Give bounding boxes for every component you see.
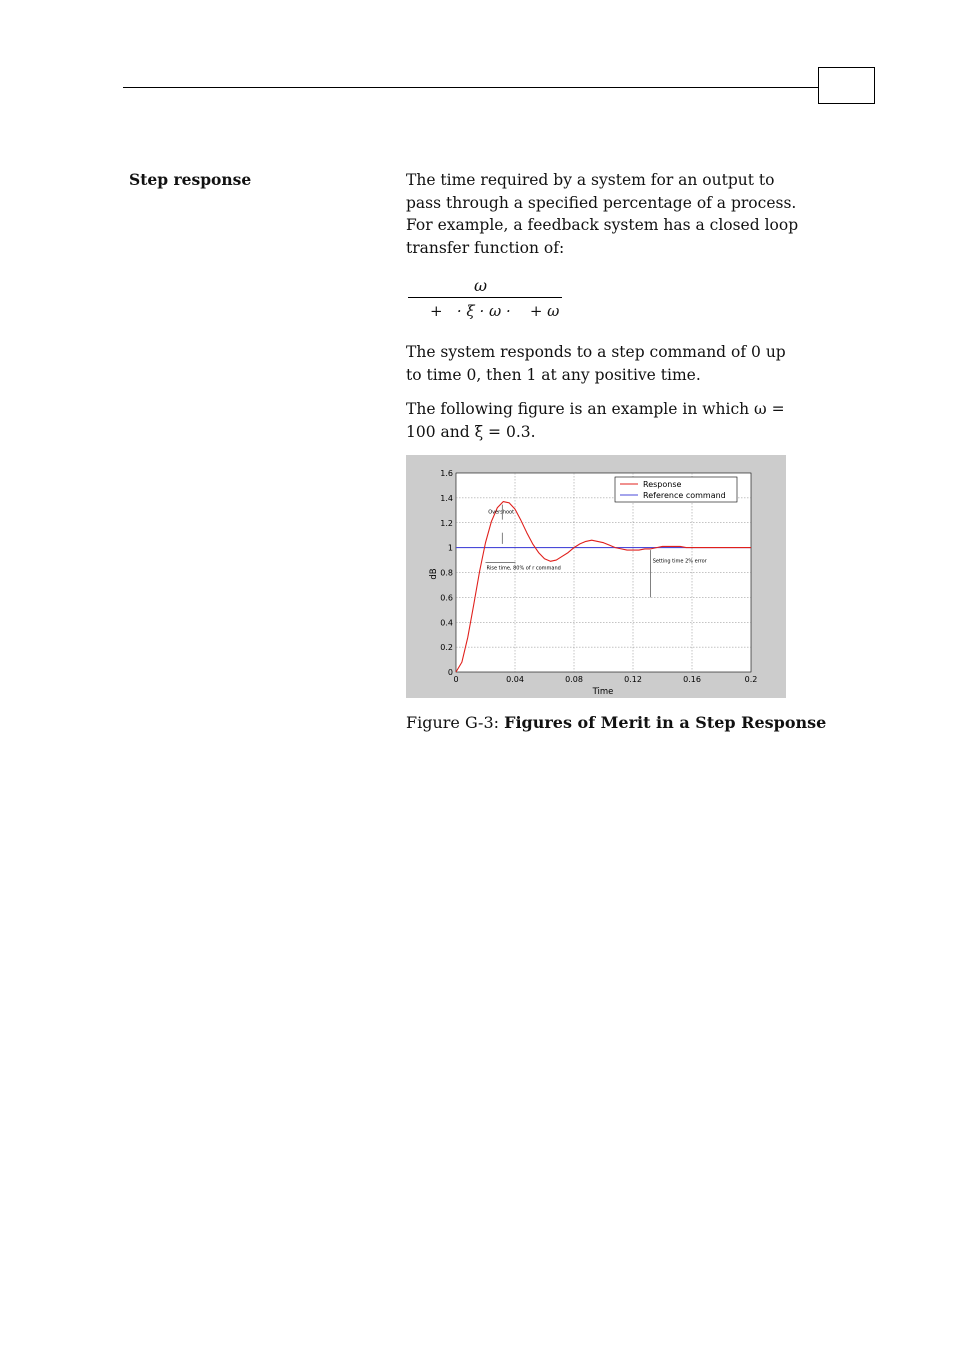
transfer-function-formula — [408, 274, 562, 326]
y-tick-label: 1.4 — [440, 493, 453, 503]
x-axis-label: Time — [592, 687, 614, 697]
glossary-term: Step response — [129, 170, 252, 189]
y-tick-label: 0.2 — [440, 643, 453, 653]
example-paragraph: The following figure is an example in which ω = 100 and ξ = 0.3. — [406, 400, 785, 441]
rise-time-label: Rise time, 80% of r command — [486, 565, 561, 572]
formula-numerator: ω — [474, 276, 488, 295]
y-tick-label: 1.6 — [440, 469, 453, 478]
legend-label-response: Response — [643, 480, 682, 489]
x-tick-label: 0.08 — [565, 675, 583, 684]
y-axis-label: dB — [429, 568, 439, 580]
formula-denominator: + · ξ · ω · + ω — [430, 302, 560, 320]
header-rule — [123, 87, 819, 88]
overshoot-label: Overshoot — [488, 509, 515, 516]
definition-paragraph: The time required by a system for an output to pass through a specified percentage of a process. For example, a feedback system has a closed loop transfer function of: — [406, 171, 799, 257]
caption-title: Figures of Merit in a Step Response — [504, 713, 827, 732]
x-tick-label: 0 — [453, 675, 459, 684]
fraction-bar — [408, 297, 562, 298]
page-number-box — [818, 67, 875, 104]
y-tick-label: 0.8 — [440, 568, 453, 578]
figure-caption — [406, 713, 826, 732]
x-tick-label: 0.2 — [744, 675, 758, 684]
legend-label-reference: Reference command — [643, 491, 726, 500]
caption-prefix: Figure G-3: — [406, 713, 505, 732]
x-tick-label: 0.04 — [506, 675, 524, 684]
y-tick-label: 0.4 — [440, 618, 453, 628]
x-tick-label: 0.16 — [683, 675, 701, 684]
y-tick-label: 1.2 — [440, 518, 453, 528]
legend — [615, 477, 737, 502]
y-tick-label: 1 — [447, 543, 453, 553]
step-response-chart — [406, 455, 786, 698]
step-response-figure — [406, 455, 786, 698]
settling-time-label: Setting time 2% error — [652, 558, 707, 565]
y-tick-label: 0.6 — [440, 593, 453, 603]
y-tick-label: 0 — [447, 668, 453, 677]
step-command-paragraph: The system responds to a step command of 0 up to time 0, then 1 at any positive time. — [406, 343, 786, 384]
x-tick-label: 0.12 — [624, 675, 642, 684]
